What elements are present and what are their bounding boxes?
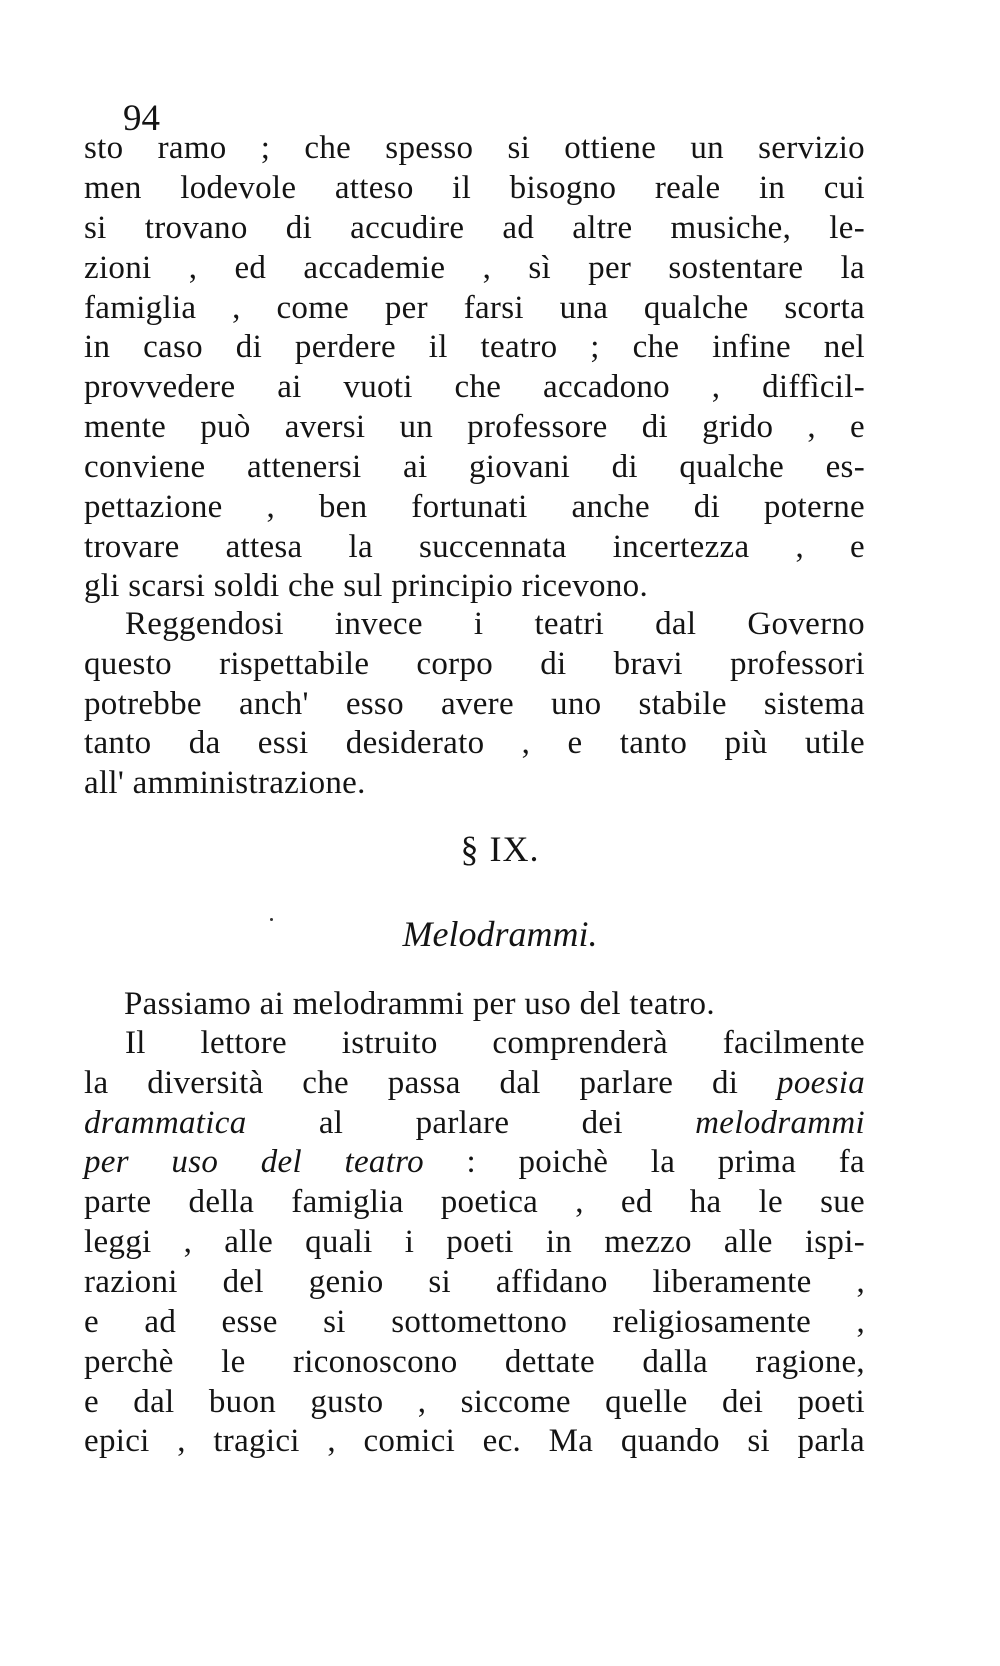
text-line: gli scarsi soldi che sul principio ricevono. <box>84 568 648 604</box>
text-line: pettazione , ben fortunati anche di poterne <box>84 489 865 525</box>
text-line: perchè le riconoscono dettate dalla ragione, <box>84 1344 865 1380</box>
text-line: in caso di perdere il teatro ; che infine nel <box>84 329 865 365</box>
italic-span: per uso del teatro <box>84 1144 424 1180</box>
page-number: 94 <box>123 98 160 139</box>
italic-span: melodrammi <box>695 1105 865 1141</box>
text-line: tanto da essi desiderato , e tanto più utile <box>84 725 865 761</box>
text-line: questo rispettabile corpo di bravi professori <box>84 646 865 682</box>
text-line: Reggendosi invece i teatri dal Governo <box>125 606 865 642</box>
text-line: provvedere ai vuoti che accadono , diffìcil- <box>84 369 865 405</box>
section-heading: § IX. <box>460 829 540 869</box>
text-line: leggi , alle quali i poeti in mezzo alle ispi- <box>84 1224 865 1260</box>
text-line: razioni del genio si affidano liberamente , <box>84 1264 865 1300</box>
text-line: trovare attesa la succennata incertezza , e <box>84 529 865 565</box>
text-span: la diversità che passa dal parlare di <box>84 1065 778 1101</box>
text-line: parte della famiglia poetica , ed ha le sue <box>84 1184 865 1220</box>
text-line: Il lettore istruito comprenderà facilmente <box>125 1025 865 1061</box>
text-line: zioni , ed accademie , sì per sostentare la <box>84 250 865 286</box>
text-span: al parlare dei <box>246 1105 696 1141</box>
text-line: e dal buon gusto , siccome quelle dei poeti <box>84 1384 865 1420</box>
text-line: si trovano di accudire ad altre musiche, le- <box>84 210 865 246</box>
text-line: all' amministrazione. <box>84 765 366 801</box>
text-line <box>84 1062 865 1104</box>
text-line: men lodevole atteso il bisogno reale in cui <box>84 170 865 206</box>
text-line: Passiamo ai melodrammi per uso del teatro. <box>124 986 715 1022</box>
text-line: conviene attenersi ai giovani di qualche es- <box>84 449 865 485</box>
text-line <box>84 1141 865 1183</box>
italic-span: poesia <box>777 1065 865 1101</box>
text-line: e ad esse si sottomettono religiosamente , <box>84 1304 865 1340</box>
text-line: potrebbe anch' esso avere uno stabile sistema <box>84 686 865 722</box>
text-line: mente può aversi un professore di grido , e <box>84 409 865 445</box>
italic-span: drammatica <box>84 1105 247 1141</box>
text-line: epici , tragici , comici ec. Ma quando si parla <box>84 1423 865 1459</box>
text-line <box>84 1102 865 1144</box>
text-line: famiglia , come per farsi una qualche scorta <box>84 290 865 326</box>
text-span: : poichè la prima fa <box>423 1144 866 1180</box>
section-subtitle: Melodrammi. <box>402 914 598 954</box>
text-line: sto ramo ; che spesso si ottiene un servizio <box>84 130 865 166</box>
